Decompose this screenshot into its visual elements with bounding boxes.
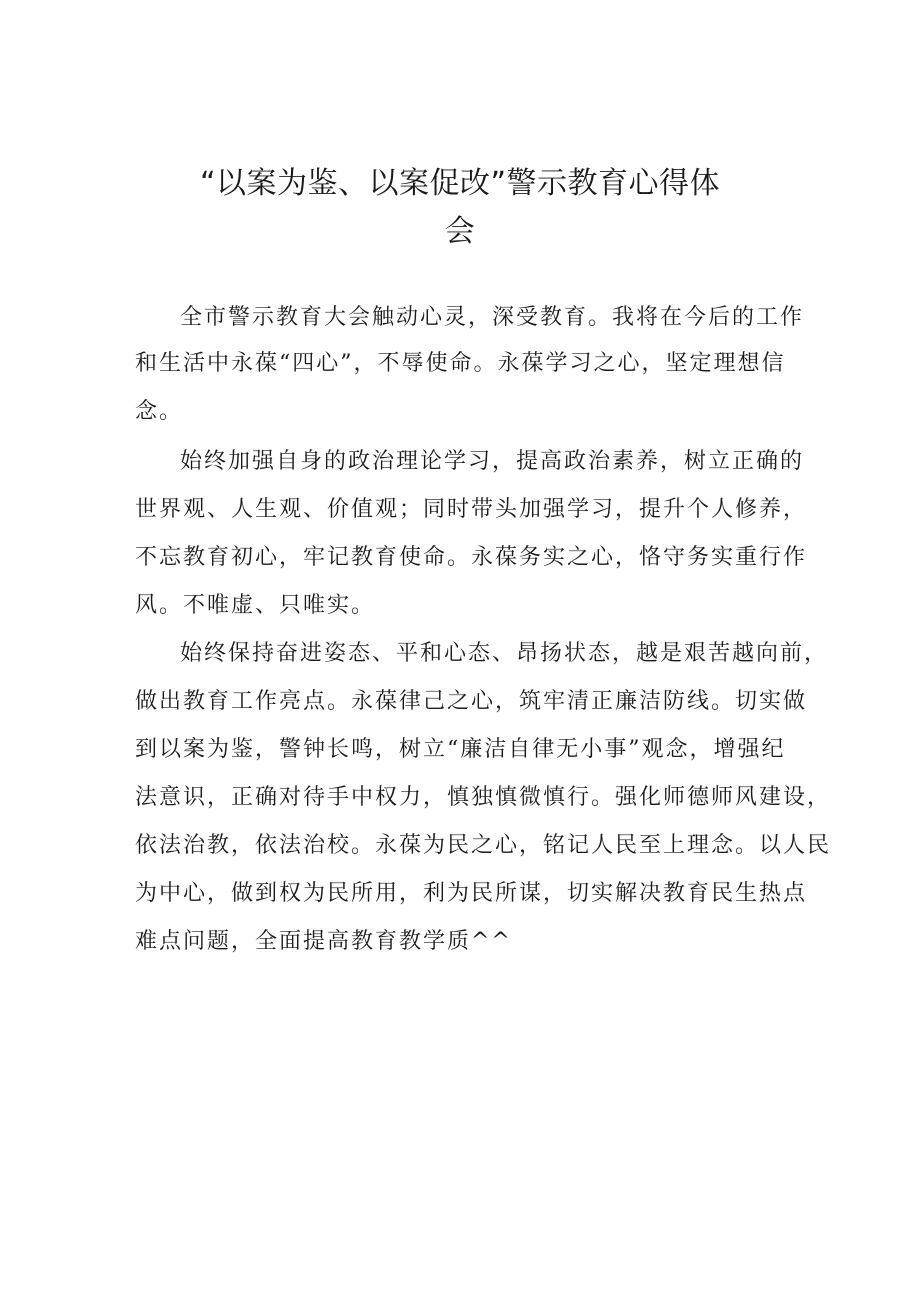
- paragraph-2-line-1: 始终加强自身的政治理论学习，提高政治素养，树立正确的: [180, 449, 805, 474]
- paragraph-2-line-2: 世界观、人生观、价值观；同时带头加强学习，提升个人修养，: [135, 497, 808, 522]
- paragraph-1-line-3: 念。: [135, 399, 184, 424]
- page-title: “以案为鉴、以案促改”警示教育心得体: [199, 166, 721, 201]
- paragraph-3-line-7: 难点问题，全面提高教育教学质^^: [135, 929, 512, 954]
- paragraph-2-line-3: 不忘教育初心，牢记教育使命。永葆务实之心，恪守务实重行作: [135, 545, 808, 570]
- paragraph-1-line-2: 和生活中永葆“四心”，不辱使命。永葆学习之心，坚定理想信: [135, 351, 786, 376]
- paragraph-3-line-3: 到以案为鉴，警钟长鸣，树立“廉洁自律无小事”观念，增强纪: [135, 737, 786, 762]
- paragraph-2-line-4: 风。不唯虚、只唯实。: [135, 593, 376, 618]
- paragraph-3-line-1: 始终保持奋进姿态、平和心态、昂扬状态，越是艰苦越向前，: [180, 641, 829, 666]
- paragraph-1-line-1: 全市警示教育大会触动心灵，深受教育。我将在今后的工作: [180, 305, 805, 330]
- paragraph-3-line-2: 做出教育工作亮点。永葆律己之心，筑牢清正廉洁防线。切实做: [135, 689, 808, 714]
- paragraph-3-line-5: 依法治教，依法治校。永葆为民之心，铭记人民至上理念。以人民: [135, 833, 832, 858]
- page-title-continued: 会: [444, 214, 476, 249]
- paragraph-3-line-4: 法意识，正确对待手中权力，慎独慎微慎行。强化师德师风建设，: [135, 785, 832, 810]
- paragraph-3-line-6: 为中心，做到权为民所用，利为民所谋，切实解决教育民生热点: [135, 881, 808, 906]
